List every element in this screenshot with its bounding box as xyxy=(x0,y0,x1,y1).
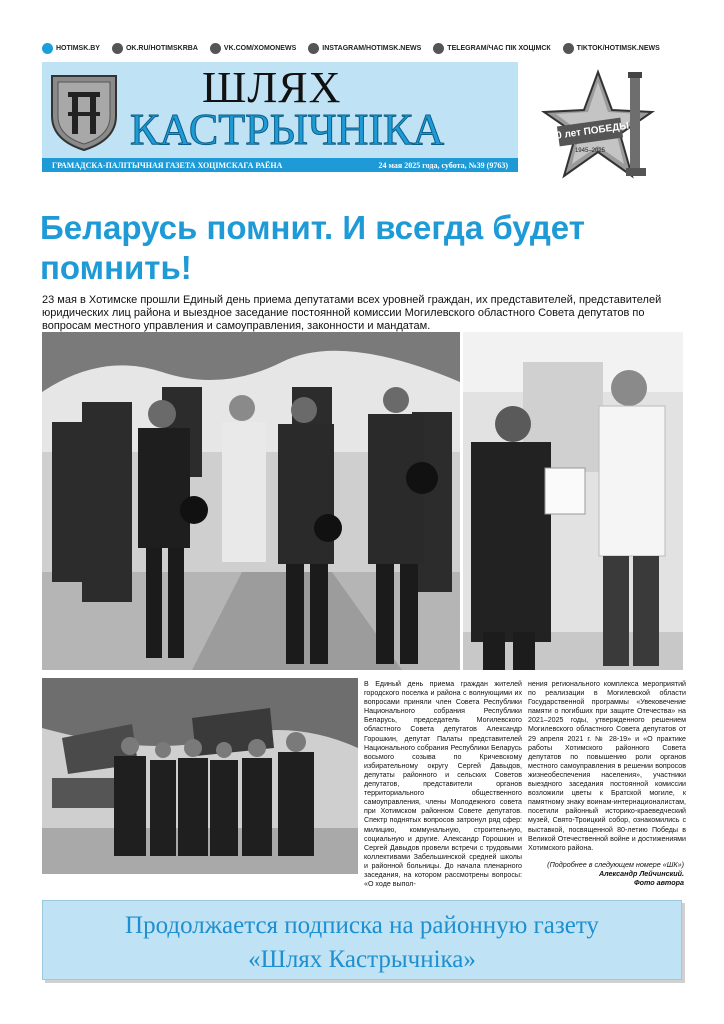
masthead-title-line1: ШЛЯХ xyxy=(202,63,342,112)
masthead-title-line2: КАСТРЫЧНІКА xyxy=(130,105,445,154)
tagline: ГРАМАДСКА-ПАЛІТЫЧНАЯ ГАЗЕТА ХОЦІМСКАГА РАЁНА xyxy=(52,160,283,170)
ok-icon xyxy=(112,43,123,54)
photo-group-at-memorial xyxy=(42,678,358,874)
social-links-bar xyxy=(42,40,682,56)
social-link-instagram[interactable]: INSTAGRAM/HOTIMSK.NEWS xyxy=(308,43,421,54)
article-headline: Беларусь помнит. И всегда будет помнить! xyxy=(40,209,585,286)
banner-line-1: Продолжается подписка на районную газету xyxy=(125,912,599,939)
photo-handshake xyxy=(463,332,683,670)
article-lead: 23 мая в Хотимске прошли Единый день приема депутатами всех уровней граждан, их представителей, представителей юридических лиц района и выездное заседание постоянной комиссии Могилевского областного Совета депутатов по вопросам местного управления и самоуправления, законности и мандатам. xyxy=(42,294,662,332)
victory-80-emblem xyxy=(536,68,676,184)
instagram-icon xyxy=(308,43,319,54)
banner-line-2: «Шлях Кастрычніка» xyxy=(248,946,476,973)
article-column-1: В Единый день приема граждан жителей городского поселка и района с волнующими их вопросами приняли член Совета Республики Национального собрания Республики Беларусь, председатель Могилевского областного Совета депутатов Александр Горошкин, депутат Палаты представителей Национального собрания Республики Беларусь восьмого созыва по Кричевскому избирательному округу Сергей Давыдов, депутаты районного и сельских Советов депутатов, представители органов территориального общественного самоуправления, члены Молодежного совета при Хотимском районном Совете депутатов. Спектр поднятых вопросов затронул ряд сфер: милицию, коммунальную, строительную, социальную и другие. Александр Горошкин и Сергей Давыдов провели встречи с трудовыми коллективами Забельшинской средней школы и районной больницы. До начала пленарного заседания, на котором рассмотрены вопросы: «О ходе выпол- xyxy=(364,680,522,889)
photo-delegation-with-flowers xyxy=(42,332,460,670)
article-footer xyxy=(528,860,684,887)
globe-icon xyxy=(42,43,53,54)
telegram-icon xyxy=(433,43,444,54)
emblem-years: 1945–2025 xyxy=(574,148,606,154)
photo-credit: Фото автора xyxy=(633,878,684,887)
social-link-website[interactable]: HOTIMSK.BY xyxy=(42,43,100,54)
tiktok-icon xyxy=(563,43,574,54)
continuation-note: (Подробнее в следующем номере «ШК») xyxy=(547,860,684,869)
social-link-ok[interactable]: OK.RU/HOTIMSKRBA xyxy=(112,43,198,54)
social-link-vk[interactable]: VK.COM/XOMONEWS xyxy=(210,43,296,54)
author-name: Александр Лейчинский. xyxy=(598,869,684,878)
coat-of-arms-icon xyxy=(48,72,120,152)
social-link-telegram[interactable]: TELEGRAM/ЧАС ПІК ХОЦІМСК xyxy=(433,43,550,54)
issue-info: 24 мая 2025 года, субота, №39 (9763) xyxy=(378,160,508,170)
social-link-tiktok[interactable]: TIKTOK/HOTIMSK.NEWS xyxy=(563,43,660,54)
emblem-text: 80 лет ПОБЕДЫ xyxy=(550,120,630,143)
masthead-band xyxy=(42,158,518,172)
masthead xyxy=(42,62,518,170)
article-column-2: нения регионального комплекса мероприятий по реализации в Могилевской области Государственной программы «Увековечение памяти о погибших при защите Отечества» на 2021–2025 годы, утвержденного решением Могилевского областного Совета депутатов от 29 апреля 2021 г. № 28-19» и «О практике работы Хотимского районного Совета депутатов по повышению роли органов местного самоуправления в решении вопросов жизнеобеспечения населения», участники выездного заседания постоянной комиссии возложили цветы к Братской могиле, к памятному знаку воинам-интернационалистам, посетили районный историко-краеведческий музей, Свято-Троицкий собор, ознакомились с выставкой, посвященной 80-летию Победы в Великой Отечественной войне и достижениями Хотимского района. xyxy=(528,680,686,852)
subscription-banner xyxy=(42,900,682,980)
vk-icon xyxy=(210,43,221,54)
